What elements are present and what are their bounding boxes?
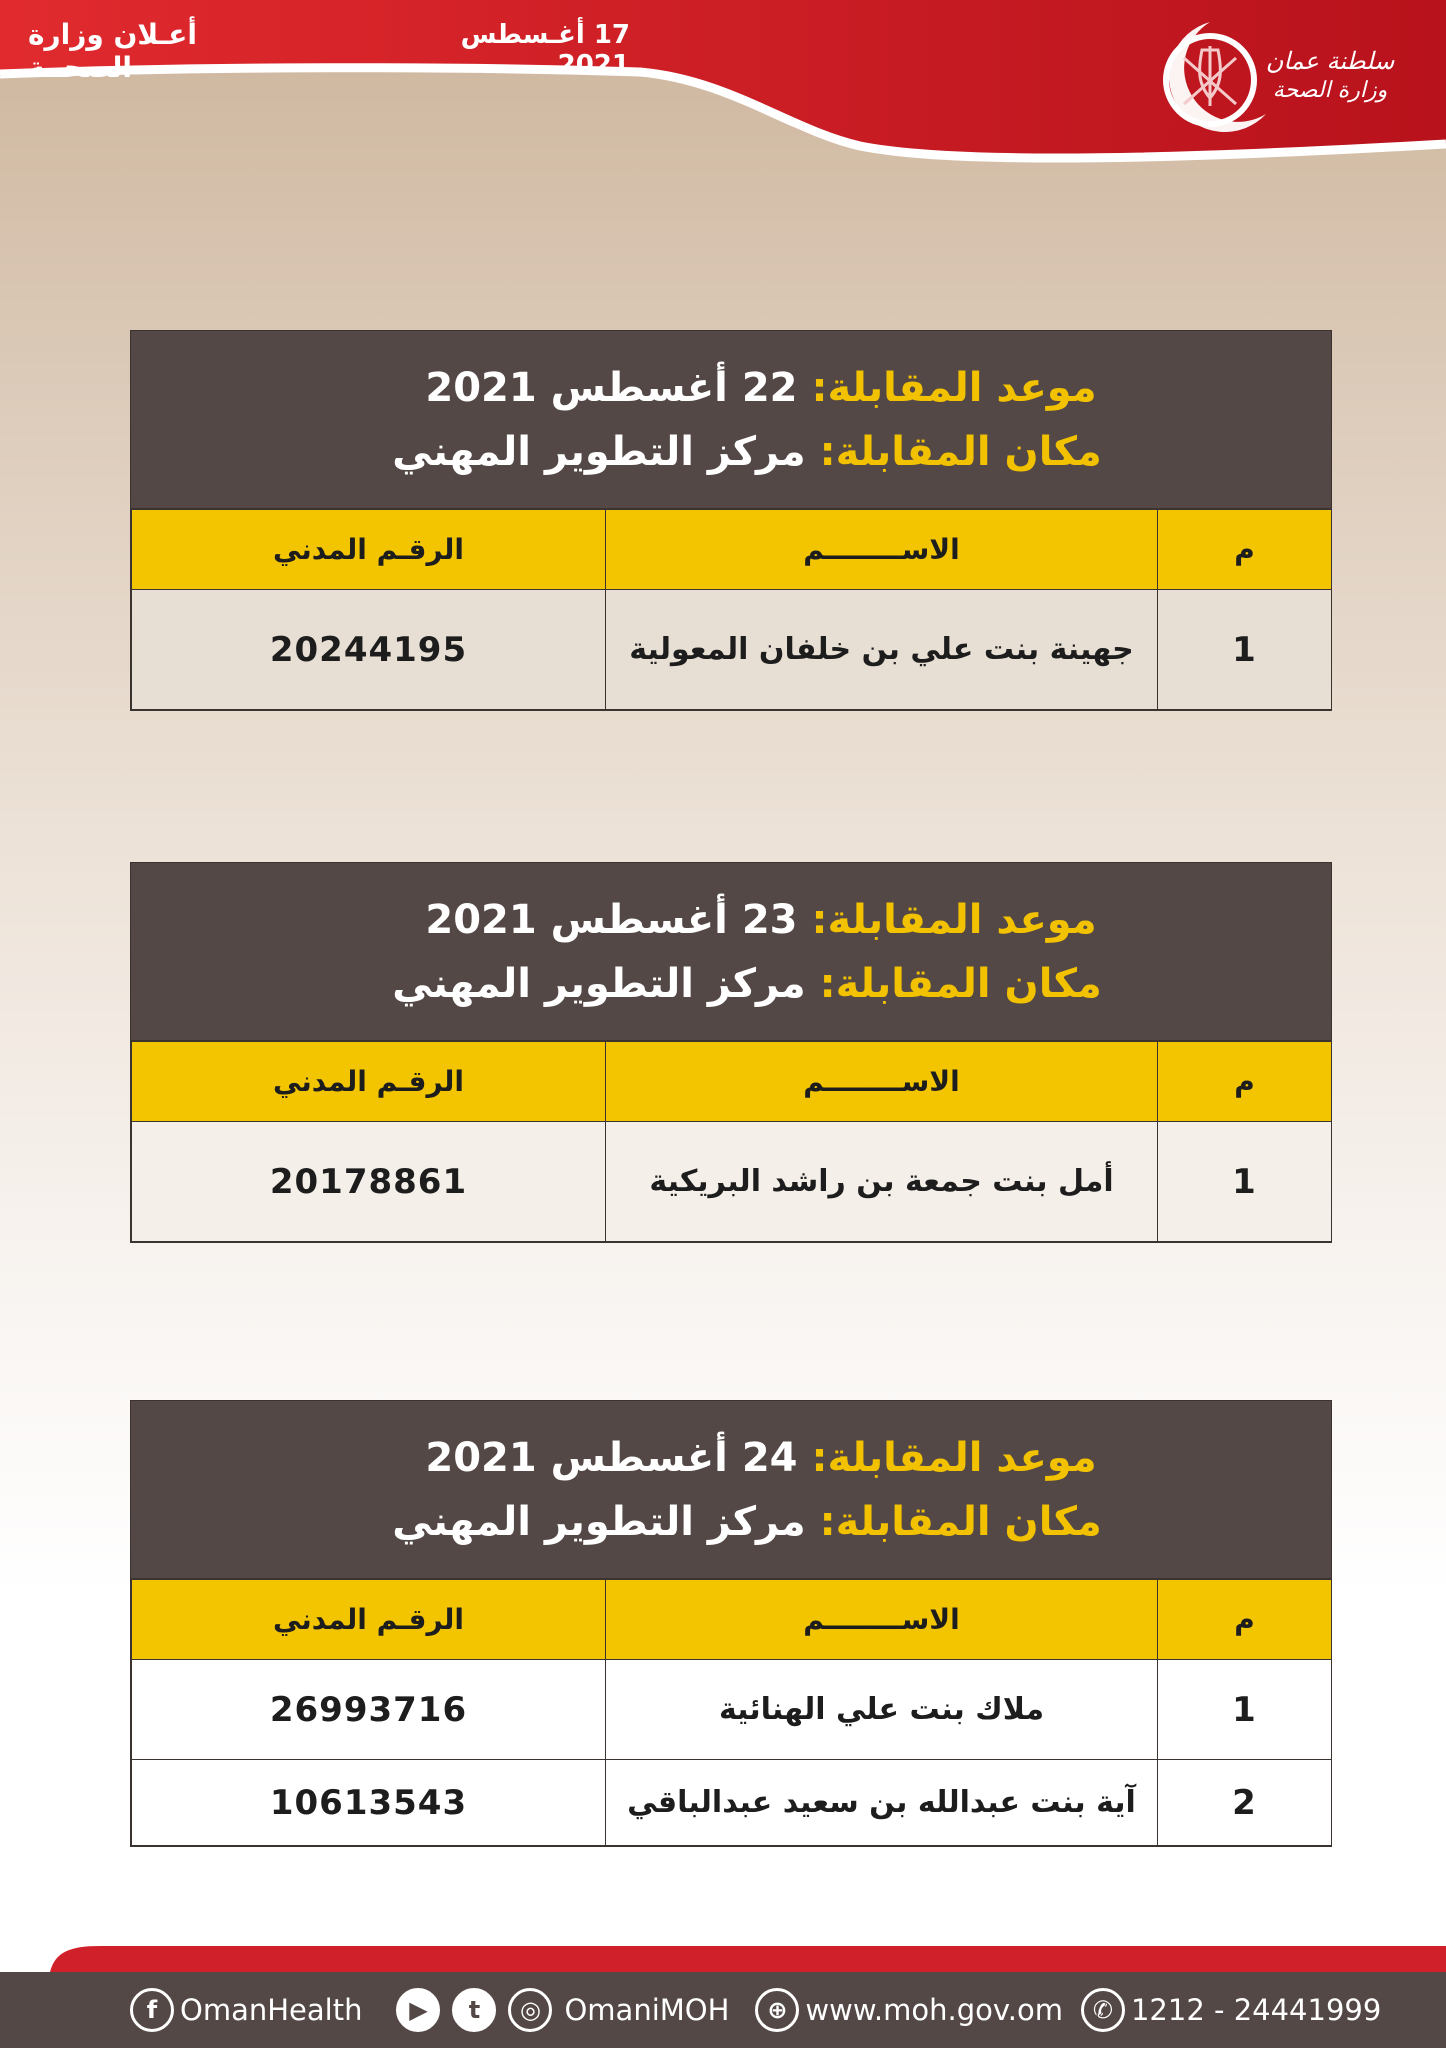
date-value: 22 أغسطس 2021 <box>425 364 798 411</box>
date-value: 24 أغسطس 2021 <box>425 1434 798 1481</box>
table-row <box>132 1660 1332 1760</box>
column-header-name: الاســــــــم <box>606 510 1158 590</box>
twitter-icon[interactable]: t <box>452 1988 496 2032</box>
table-header-row <box>132 1580 1332 1660</box>
phone-icon: ✆ <box>1081 1988 1125 2032</box>
website-link[interactable] <box>755 1988 1063 2032</box>
candidate-name: أمل بنت جمعة بن راشد البريكية <box>606 1122 1158 1242</box>
column-header-index: م <box>1158 1580 1332 1660</box>
session-header <box>131 1401 1331 1579</box>
candidates-table <box>131 1579 1332 1846</box>
row-index: 1 <box>1158 1122 1332 1242</box>
place-value: مركز التطوير المهني <box>392 1498 806 1545</box>
phone-link[interactable] <box>1081 1988 1381 2032</box>
social-handle[interactable]: OmaniMOH <box>564 1993 730 2027</box>
youtube-icon[interactable]: ▶ <box>396 1988 440 2032</box>
date-label: موعد المقابلة: <box>811 364 1097 411</box>
table-row <box>132 1760 1332 1846</box>
ministry-logo <box>1140 18 1430 138</box>
candidate-civil-id: 20178861 <box>132 1122 606 1242</box>
announcement-title: أعـلان وزارة الصحــة <box>28 18 197 84</box>
logo-line-sultanate: سلطنة عمان <box>1265 47 1395 75</box>
candidates-table <box>131 1041 1332 1242</box>
table-row <box>132 1122 1332 1242</box>
row-index: 1 <box>1158 590 1332 710</box>
candidate-civil-id: 26993716 <box>132 1660 606 1760</box>
interview-session-2 <box>130 862 1332 1243</box>
table-row <box>132 590 1332 710</box>
place-label: مكان المقابلة: <box>819 960 1102 1007</box>
place-label: مكان المقابلة: <box>819 428 1102 475</box>
social-links <box>396 1988 729 2032</box>
column-header-civil-id: الرقـم المدني <box>132 510 606 590</box>
table-header-row <box>132 1042 1332 1122</box>
interview-session-3 <box>130 1400 1332 1847</box>
column-header-name: الاســــــــم <box>606 1580 1158 1660</box>
candidate-name: آية بنت عبدالله بن سعيد عبدالباقي <box>606 1760 1158 1846</box>
facebook-handle: OmanHealth <box>180 1993 363 2027</box>
column-header-name: الاســــــــم <box>606 1042 1158 1122</box>
interview-session-1 <box>130 330 1332 711</box>
phone-number: 1212 - 24441999 <box>1130 1993 1382 2027</box>
facebook-icon: f <box>130 1988 174 2032</box>
date-value: 23 أغسطس 2021 <box>425 896 798 943</box>
place-label: مكان المقابلة: <box>819 1498 1102 1545</box>
session-header <box>131 331 1331 509</box>
website-url: www.moh.gov.om <box>805 1993 1063 2027</box>
candidate-name: ملاك بنت علي الهنائية <box>606 1660 1158 1760</box>
announcement-date: 17 أغـسطس 2021 <box>460 20 630 80</box>
contact-bar <box>0 1972 1446 2048</box>
row-index: 1 <box>1158 1660 1332 1760</box>
row-index: 2 <box>1158 1760 1332 1846</box>
candidate-civil-id: 10613543 <box>132 1760 606 1846</box>
table-header-row <box>132 510 1332 590</box>
place-value: مركز التطوير المهني <box>392 428 806 475</box>
session-header <box>131 863 1331 1041</box>
candidate-name: جهينة بنت علي بن خلفان المعولية <box>606 590 1158 710</box>
facebook-link[interactable] <box>130 1988 362 2032</box>
candidates-table <box>131 509 1332 710</box>
date-label: موعد المقابلة: <box>811 896 1097 943</box>
candidate-civil-id: 20244195 <box>132 590 606 710</box>
instagram-icon[interactable]: ◎ <box>508 1988 552 2032</box>
logo-line-ministry: وزارة الصحة <box>1272 78 1388 103</box>
globe-icon: ⊕ <box>755 1988 799 2032</box>
column-header-index: م <box>1158 510 1332 590</box>
column-header-civil-id: الرقـم المدني <box>132 1580 606 1660</box>
place-value: مركز التطوير المهني <box>392 960 806 1007</box>
column-header-index: م <box>1158 1042 1332 1122</box>
column-header-civil-id: الرقـم المدني <box>132 1042 606 1122</box>
date-label: موعد المقابلة: <box>811 1434 1097 1481</box>
